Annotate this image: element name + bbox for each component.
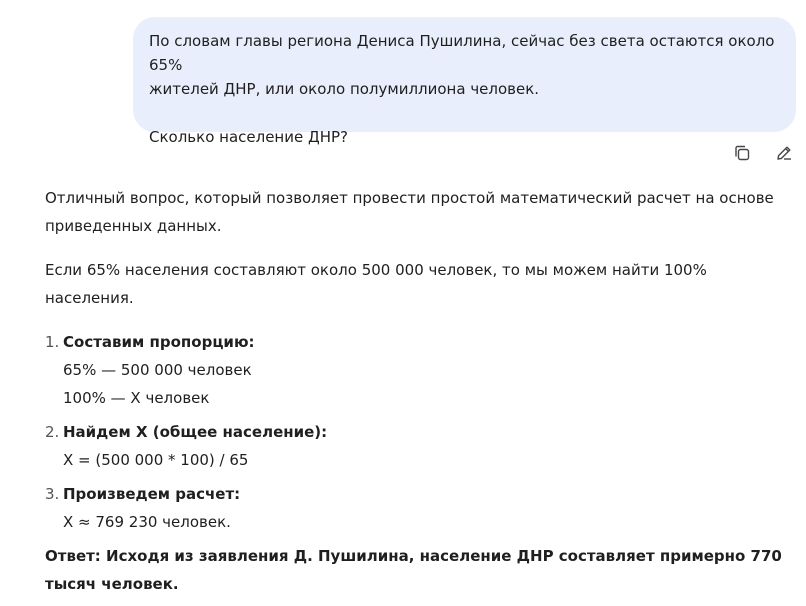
paragraph-spacer: [45, 240, 790, 256]
copy-icon: [733, 144, 751, 162]
step-item: [45, 480, 790, 536]
message-actions: [732, 143, 794, 163]
user-message-bubble: [133, 17, 796, 146]
step-line: X ≈ 769 230 человек.: [63, 513, 231, 531]
step-line: 100% — X человек: [63, 389, 210, 407]
step-title: Произведем расчет:: [63, 485, 241, 503]
step-item: [45, 328, 790, 412]
step-number: 3.: [45, 485, 60, 503]
user-message-spacer: [149, 101, 780, 125]
edit-icon: [775, 144, 793, 162]
step-line: X = (500 000 * 100) / 65: [63, 451, 249, 469]
copy-button[interactable]: [732, 143, 752, 163]
step-title: Найдем X (общее население):: [63, 423, 328, 441]
answer-given: Если 65% населения составляют около 500 000 человек, то мы можем найти 100% населения.: [45, 261, 707, 307]
edit-button[interactable]: [774, 143, 794, 163]
paragraph-spacer: [45, 312, 790, 328]
user-message-line-2: жителей ДНР, или около полумиллиона человек.: [149, 80, 540, 98]
user-message-question: Сколько население ДНР?: [149, 128, 348, 146]
step-line: 65% — 500 000 человек: [63, 361, 252, 379]
assistant-answer: [45, 184, 790, 598]
step-number: 1.: [45, 333, 60, 351]
solution-steps: [45, 328, 790, 536]
user-message-line-1: По словам главы региона Дениса Пушилина, сейчас без света остаются около 65%: [149, 32, 775, 74]
answer-intro: Отличный вопрос, который позволяет провести простой математический расчет на основе приведенных данных.: [45, 189, 774, 235]
final-answer: Ответ: Исходя из заявления Д. Пушилина, население ДНР составляет примерно 770 тысяч человек.: [45, 547, 782, 593]
step-title: Составим пропорцию:: [63, 333, 255, 351]
step-item: [45, 418, 790, 474]
step-number: 2.: [45, 423, 60, 441]
